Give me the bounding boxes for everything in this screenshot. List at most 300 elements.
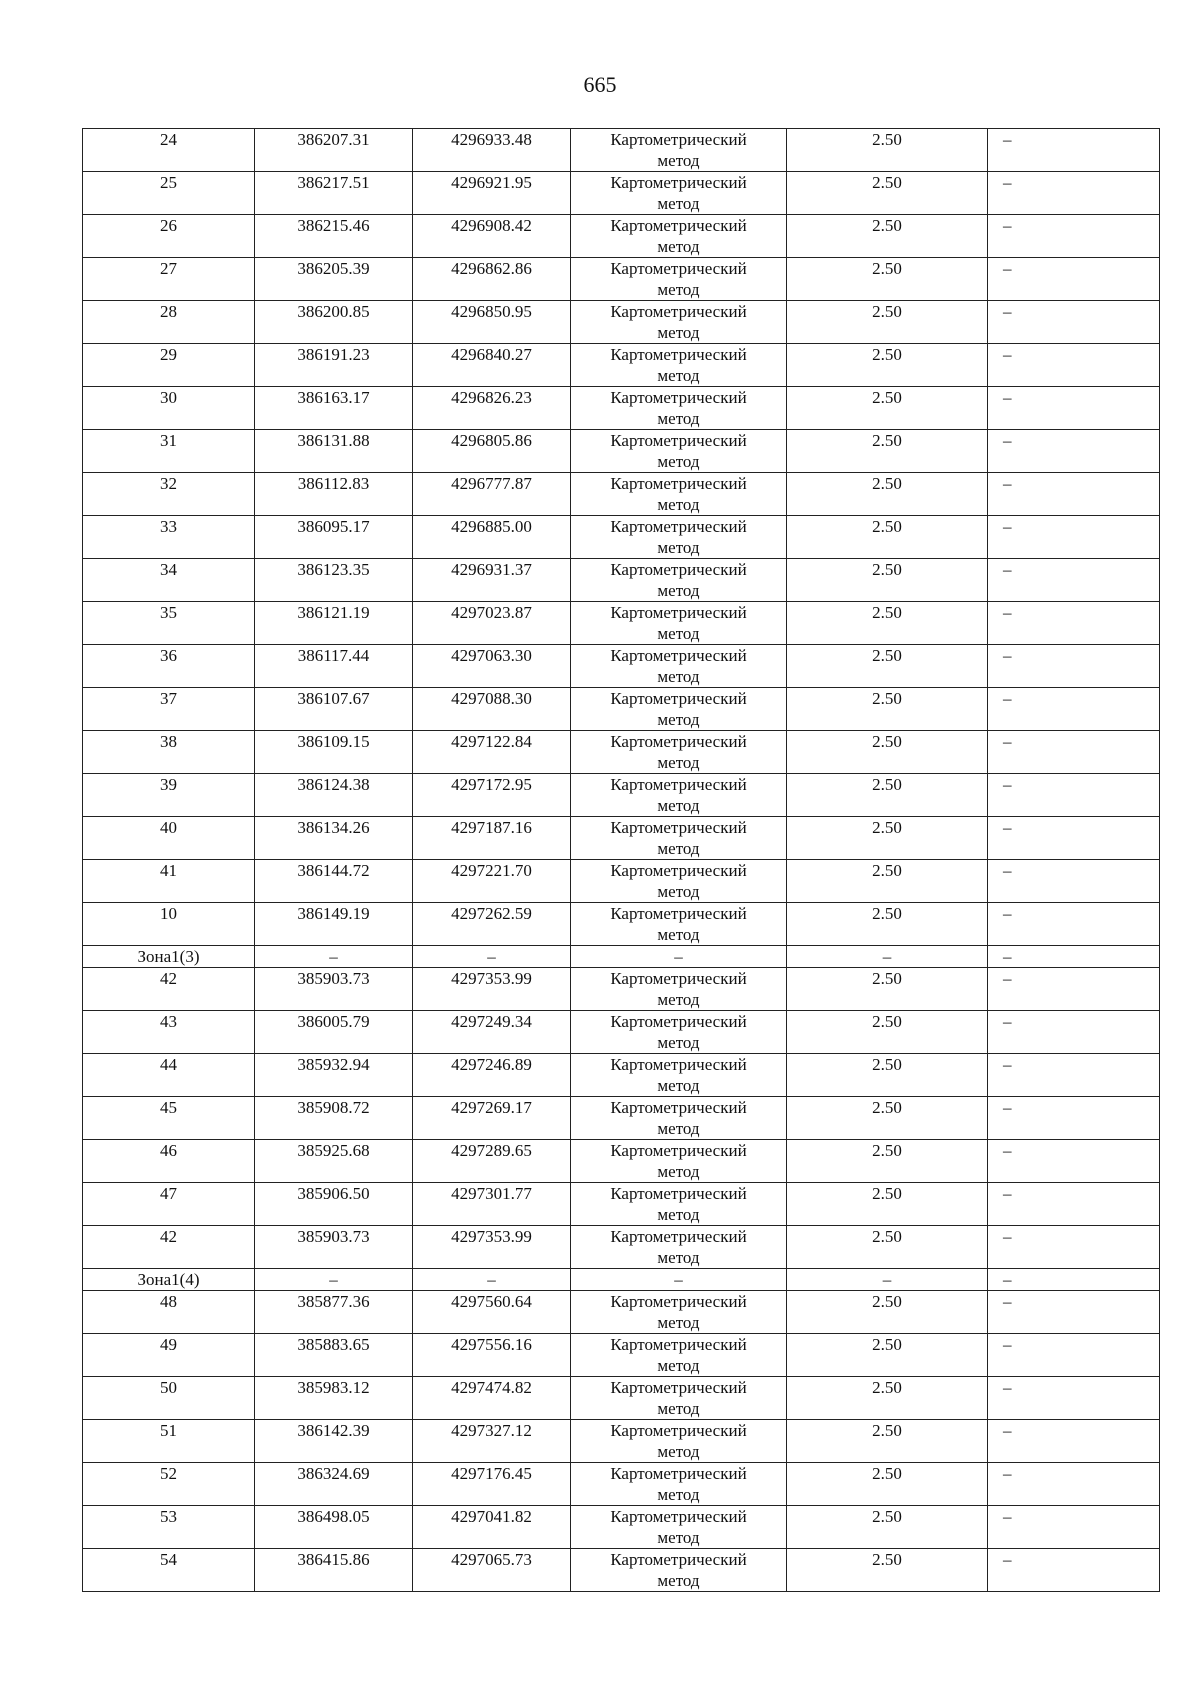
point-number: 48 [83, 1291, 255, 1334]
method-cell [571, 1011, 787, 1054]
method-cell [571, 215, 787, 258]
coordinates-table [82, 128, 1160, 1592]
method-line-2: метод [657, 796, 700, 815]
method-line-2: метод [657, 1442, 700, 1461]
method-line-1: Картометрический [610, 1335, 747, 1354]
accuracy-value: 2.50 [787, 1183, 988, 1226]
method-cell [571, 645, 787, 688]
coord-x: 386123.35 [255, 559, 413, 602]
table-row [83, 473, 1160, 516]
method-line-1: Картометрический [610, 216, 747, 235]
coord-y: 4297327.12 [413, 1420, 571, 1463]
coord-x: 386215.46 [255, 215, 413, 258]
dash-cell: – [413, 946, 571, 968]
coord-y: 4296885.00 [413, 516, 571, 559]
coord-x: 386117.44 [255, 645, 413, 688]
accuracy-value: 2.50 [787, 860, 988, 903]
note-cell: – [988, 1011, 1160, 1054]
accuracy-value: 2.50 [787, 731, 988, 774]
table-row [83, 1291, 1160, 1334]
method-line-2: метод [657, 882, 700, 901]
coord-x: 385983.12 [255, 1377, 413, 1420]
coord-x: 385883.65 [255, 1334, 413, 1377]
method-cell [571, 1334, 787, 1377]
coord-x: 385908.72 [255, 1097, 413, 1140]
method-line-2: метод [657, 1033, 700, 1052]
method-cell [571, 301, 787, 344]
method-line-1: Картометрический [610, 969, 747, 988]
coord-y: 4297249.34 [413, 1011, 571, 1054]
coord-y: 4296931.37 [413, 559, 571, 602]
method-line-2: метод [657, 1076, 700, 1095]
zone-header-row [83, 1269, 1160, 1291]
method-cell [571, 860, 787, 903]
coord-y: 4297269.17 [413, 1097, 571, 1140]
point-number: 36 [83, 645, 255, 688]
coord-y: 4297122.84 [413, 731, 571, 774]
method-line-1: Картометрический [610, 1507, 747, 1526]
accuracy-value: 2.50 [787, 1291, 988, 1334]
table-row [83, 688, 1160, 731]
note-cell: – [988, 968, 1160, 1011]
accuracy-value: 2.50 [787, 1463, 988, 1506]
coord-y: 4297560.64 [413, 1291, 571, 1334]
point-number: 50 [83, 1377, 255, 1420]
note-cell: – [988, 1183, 1160, 1226]
coord-x: 386217.51 [255, 172, 413, 215]
accuracy-value: 2.50 [787, 817, 988, 860]
accuracy-value: 2.50 [787, 387, 988, 430]
table-row [83, 1140, 1160, 1183]
table-row [83, 1549, 1160, 1592]
method-line-1: Картометрический [610, 474, 747, 493]
coord-y: 4297474.82 [413, 1377, 571, 1420]
coord-x: 386142.39 [255, 1420, 413, 1463]
table-row [83, 1183, 1160, 1226]
coord-x: 386112.83 [255, 473, 413, 516]
coord-y: 4296908.42 [413, 215, 571, 258]
method-cell [571, 1377, 787, 1420]
point-number: 25 [83, 172, 255, 215]
note-cell: – [988, 817, 1160, 860]
coord-x: 386200.85 [255, 301, 413, 344]
dash-cell: – [571, 1269, 787, 1291]
table-row [83, 968, 1160, 1011]
point-number: 41 [83, 860, 255, 903]
accuracy-value: 2.50 [787, 645, 988, 688]
method-cell [571, 688, 787, 731]
coord-y: 4297023.87 [413, 602, 571, 645]
table-row [83, 860, 1160, 903]
method-line-2: метод [657, 237, 700, 256]
coord-x: 386107.67 [255, 688, 413, 731]
note-cell: – [988, 387, 1160, 430]
accuracy-value: 2.50 [787, 1377, 988, 1420]
method-cell [571, 1291, 787, 1334]
note-cell: – [988, 1334, 1160, 1377]
table-row [83, 1097, 1160, 1140]
coord-x: 386005.79 [255, 1011, 413, 1054]
coord-x: 386095.17 [255, 516, 413, 559]
method-cell [571, 1420, 787, 1463]
accuracy-value: 2.50 [787, 1506, 988, 1549]
accuracy-value: 2.50 [787, 1011, 988, 1054]
table-row [83, 1054, 1160, 1097]
point-number: 30 [83, 387, 255, 430]
table-row [83, 215, 1160, 258]
method-line-1: Картометрический [610, 1184, 747, 1203]
table-row [83, 903, 1160, 946]
coord-y: 4297187.16 [413, 817, 571, 860]
coord-x: 385906.50 [255, 1183, 413, 1226]
table-row [83, 301, 1160, 344]
note-cell: – [988, 516, 1160, 559]
dash-cell: – [787, 946, 988, 968]
point-number: 27 [83, 258, 255, 301]
method-line-1: Картометрический [610, 1378, 747, 1397]
note-cell: – [988, 731, 1160, 774]
coord-y: 4297353.99 [413, 1226, 571, 1269]
method-cell [571, 1097, 787, 1140]
coord-y: 4296826.23 [413, 387, 571, 430]
coord-y: 4296933.48 [413, 129, 571, 172]
coord-y: 4296805.86 [413, 430, 571, 473]
method-line-1: Картометрический [610, 302, 747, 321]
method-line-1: Картометрический [610, 388, 747, 407]
method-cell [571, 968, 787, 1011]
method-cell [571, 387, 787, 430]
note-cell: – [988, 129, 1160, 172]
point-number: 26 [83, 215, 255, 258]
note-cell: – [988, 1291, 1160, 1334]
note-cell: – [988, 559, 1160, 602]
method-line-2: метод [657, 624, 700, 643]
method-cell [571, 1140, 787, 1183]
method-line-1: Картометрический [610, 517, 747, 536]
accuracy-value: 2.50 [787, 1549, 988, 1592]
method-line-2: метод [657, 1162, 700, 1181]
note-cell: – [988, 215, 1160, 258]
method-line-1: Картометрический [610, 1227, 747, 1246]
method-line-2: метод [657, 581, 700, 600]
accuracy-value: 2.50 [787, 1054, 988, 1097]
coord-x: 386109.15 [255, 731, 413, 774]
method-line-1: Картометрический [610, 646, 747, 665]
method-cell [571, 1226, 787, 1269]
accuracy-value: 2.50 [787, 1334, 988, 1377]
note-cell: – [988, 473, 1160, 516]
coord-x: 385925.68 [255, 1140, 413, 1183]
method-line-2: метод [657, 753, 700, 772]
point-number: 10 [83, 903, 255, 946]
coord-x: 386144.72 [255, 860, 413, 903]
table-row [83, 172, 1160, 215]
method-cell [571, 430, 787, 473]
method-cell [571, 774, 787, 817]
method-line-1: Картометрический [610, 603, 747, 622]
accuracy-value: 2.50 [787, 258, 988, 301]
note-cell: – [988, 1549, 1160, 1592]
point-number: 39 [83, 774, 255, 817]
method-cell [571, 516, 787, 559]
point-number: 54 [83, 1549, 255, 1592]
method-line-1: Картометрический [610, 1421, 747, 1440]
point-number: 53 [83, 1506, 255, 1549]
dash-cell: – [988, 946, 1160, 968]
point-number: 52 [83, 1463, 255, 1506]
table-row [83, 559, 1160, 602]
table-row [83, 129, 1160, 172]
coord-y: 4297301.77 [413, 1183, 571, 1226]
table-row [83, 774, 1160, 817]
accuracy-value: 2.50 [787, 172, 988, 215]
coord-x: 386121.19 [255, 602, 413, 645]
method-cell [571, 602, 787, 645]
method-line-1: Картометрический [610, 431, 747, 450]
method-line-1: Картометрический [610, 1292, 747, 1311]
method-cell [571, 258, 787, 301]
point-number: 24 [83, 129, 255, 172]
table-row [83, 1506, 1160, 1549]
accuracy-value: 2.50 [787, 602, 988, 645]
method-line-2: метод [657, 280, 700, 299]
method-line-1: Картометрический [610, 130, 747, 149]
table-row [83, 817, 1160, 860]
method-line-2: метод [657, 1399, 700, 1418]
method-line-2: метод [657, 1485, 700, 1504]
method-line-2: метод [657, 925, 700, 944]
accuracy-value: 2.50 [787, 688, 988, 731]
accuracy-value: 2.50 [787, 1420, 988, 1463]
table-row [83, 645, 1160, 688]
accuracy-value: 2.50 [787, 344, 988, 387]
table-row [83, 1334, 1160, 1377]
coord-x: 385932.94 [255, 1054, 413, 1097]
point-number: 35 [83, 602, 255, 645]
method-line-2: метод [657, 194, 700, 213]
method-cell [571, 1183, 787, 1226]
coord-y: 4296777.87 [413, 473, 571, 516]
zone-header-row [83, 946, 1160, 968]
accuracy-value: 2.50 [787, 903, 988, 946]
method-line-2: метод [657, 1205, 700, 1224]
accuracy-value: 2.50 [787, 968, 988, 1011]
note-cell: – [988, 301, 1160, 344]
coord-y: 4297065.73 [413, 1549, 571, 1592]
accuracy-value: 2.50 [787, 774, 988, 817]
table-row [83, 602, 1160, 645]
dash-cell: – [571, 946, 787, 968]
accuracy-value: 2.50 [787, 1140, 988, 1183]
accuracy-value: 2.50 [787, 473, 988, 516]
method-cell [571, 903, 787, 946]
dash-cell: – [787, 1269, 988, 1291]
note-cell: – [988, 430, 1160, 473]
coord-y: 4297088.30 [413, 688, 571, 731]
method-line-2: метод [657, 452, 700, 471]
point-number: 49 [83, 1334, 255, 1377]
table-row [83, 1011, 1160, 1054]
method-line-1: Картометрический [610, 732, 747, 751]
accuracy-value: 2.50 [787, 1226, 988, 1269]
method-line-1: Картометрический [610, 560, 747, 579]
coord-x: 386207.31 [255, 129, 413, 172]
method-line-1: Картометрический [610, 775, 747, 794]
table-row [83, 1377, 1160, 1420]
coord-y: 4297246.89 [413, 1054, 571, 1097]
coord-y: 4297353.99 [413, 968, 571, 1011]
point-number: 33 [83, 516, 255, 559]
method-line-2: метод [657, 538, 700, 557]
method-line-2: метод [657, 366, 700, 385]
method-line-2: метод [657, 151, 700, 170]
method-line-1: Картометрический [610, 1098, 747, 1117]
accuracy-value: 2.50 [787, 301, 988, 344]
method-line-2: метод [657, 495, 700, 514]
coord-x: 385903.73 [255, 968, 413, 1011]
method-cell [571, 344, 787, 387]
coord-x: 386163.17 [255, 387, 413, 430]
dash-cell: – [255, 946, 413, 968]
method-cell [571, 172, 787, 215]
coord-x: 385903.73 [255, 1226, 413, 1269]
point-number: 37 [83, 688, 255, 731]
method-cell [571, 129, 787, 172]
point-number: 40 [83, 817, 255, 860]
zone-label: Зона1(3) [83, 946, 255, 968]
point-number: 31 [83, 430, 255, 473]
table-row [83, 1420, 1160, 1463]
method-line-2: метод [657, 409, 700, 428]
coord-x: 386124.38 [255, 774, 413, 817]
point-number: 34 [83, 559, 255, 602]
method-line-2: метод [657, 1571, 700, 1590]
dash-cell: – [988, 1269, 1160, 1291]
method-line-2: метод [657, 323, 700, 342]
note-cell: – [988, 903, 1160, 946]
method-line-1: Картометрический [610, 1464, 747, 1483]
coord-y: 4297221.70 [413, 860, 571, 903]
coord-y: 4297041.82 [413, 1506, 571, 1549]
coord-x: 386205.39 [255, 258, 413, 301]
accuracy-value: 2.50 [787, 129, 988, 172]
note-cell: – [988, 1420, 1160, 1463]
coordinates-table-body [83, 129, 1160, 1592]
page-number: 665 [583, 72, 617, 97]
table-row [83, 387, 1160, 430]
dash-cell: – [255, 1269, 413, 1291]
method-line-2: метод [657, 1528, 700, 1547]
note-cell: – [988, 688, 1160, 731]
point-number: 45 [83, 1097, 255, 1140]
method-cell [571, 1506, 787, 1549]
note-cell: – [988, 645, 1160, 688]
method-cell [571, 559, 787, 602]
note-cell: – [988, 344, 1160, 387]
note-cell: – [988, 258, 1160, 301]
note-cell: – [988, 1140, 1160, 1183]
method-cell [571, 1054, 787, 1097]
accuracy-value: 2.50 [787, 1097, 988, 1140]
note-cell: – [988, 774, 1160, 817]
method-line-1: Картометрический [610, 818, 747, 837]
accuracy-value: 2.50 [787, 430, 988, 473]
note-cell: – [988, 1054, 1160, 1097]
point-number: 43 [83, 1011, 255, 1054]
dash-cell: – [413, 1269, 571, 1291]
method-line-2: метод [657, 1248, 700, 1267]
coord-x: 386191.23 [255, 344, 413, 387]
table-row [83, 516, 1160, 559]
method-line-2: метод [657, 1119, 700, 1138]
method-line-1: Картометрический [610, 1055, 747, 1074]
coord-y: 4297176.45 [413, 1463, 571, 1506]
coord-y: 4297063.30 [413, 645, 571, 688]
method-line-2: метод [657, 1313, 700, 1332]
method-line-2: метод [657, 710, 700, 729]
method-line-1: Картометрический [610, 1141, 747, 1160]
table-row [83, 344, 1160, 387]
coord-x: 386498.05 [255, 1506, 413, 1549]
point-number: 29 [83, 344, 255, 387]
method-line-1: Картометрический [610, 345, 747, 364]
table-row [83, 430, 1160, 473]
method-line-2: метод [657, 990, 700, 1009]
coord-y: 4297262.59 [413, 903, 571, 946]
note-cell: – [988, 1097, 1160, 1140]
point-number: 46 [83, 1140, 255, 1183]
coord-y: 4297556.16 [413, 1334, 571, 1377]
point-number: 51 [83, 1420, 255, 1463]
note-cell: – [988, 1506, 1160, 1549]
method-line-1: Картометрический [610, 689, 747, 708]
coord-x: 385877.36 [255, 1291, 413, 1334]
method-cell [571, 817, 787, 860]
accuracy-value: 2.50 [787, 215, 988, 258]
method-line-1: Картометрический [610, 904, 747, 923]
note-cell: – [988, 172, 1160, 215]
coord-y: 4297289.65 [413, 1140, 571, 1183]
table-row [83, 1226, 1160, 1269]
method-cell [571, 1549, 787, 1592]
method-line-1: Картометрический [610, 259, 747, 278]
zone-label: Зона1(4) [83, 1269, 255, 1291]
method-cell [571, 731, 787, 774]
coord-x: 386134.26 [255, 817, 413, 860]
coord-y: 4296921.95 [413, 172, 571, 215]
method-line-2: метод [657, 667, 700, 686]
coord-y: 4297172.95 [413, 774, 571, 817]
point-number: 47 [83, 1183, 255, 1226]
table-row [83, 1463, 1160, 1506]
point-number: 44 [83, 1054, 255, 1097]
point-number: 38 [83, 731, 255, 774]
accuracy-value: 2.50 [787, 559, 988, 602]
note-cell: – [988, 602, 1160, 645]
note-cell: – [988, 1463, 1160, 1506]
method-cell [571, 1463, 787, 1506]
method-line-2: метод [657, 839, 700, 858]
table-row [83, 731, 1160, 774]
coord-y: 4296840.27 [413, 344, 571, 387]
method-line-1: Картометрический [610, 1012, 747, 1031]
method-line-2: метод [657, 1356, 700, 1375]
coord-x: 386131.88 [255, 430, 413, 473]
note-cell: – [988, 1377, 1160, 1420]
table-row [83, 258, 1160, 301]
coord-x: 386415.86 [255, 1549, 413, 1592]
method-line-1: Картометрический [610, 1550, 747, 1569]
